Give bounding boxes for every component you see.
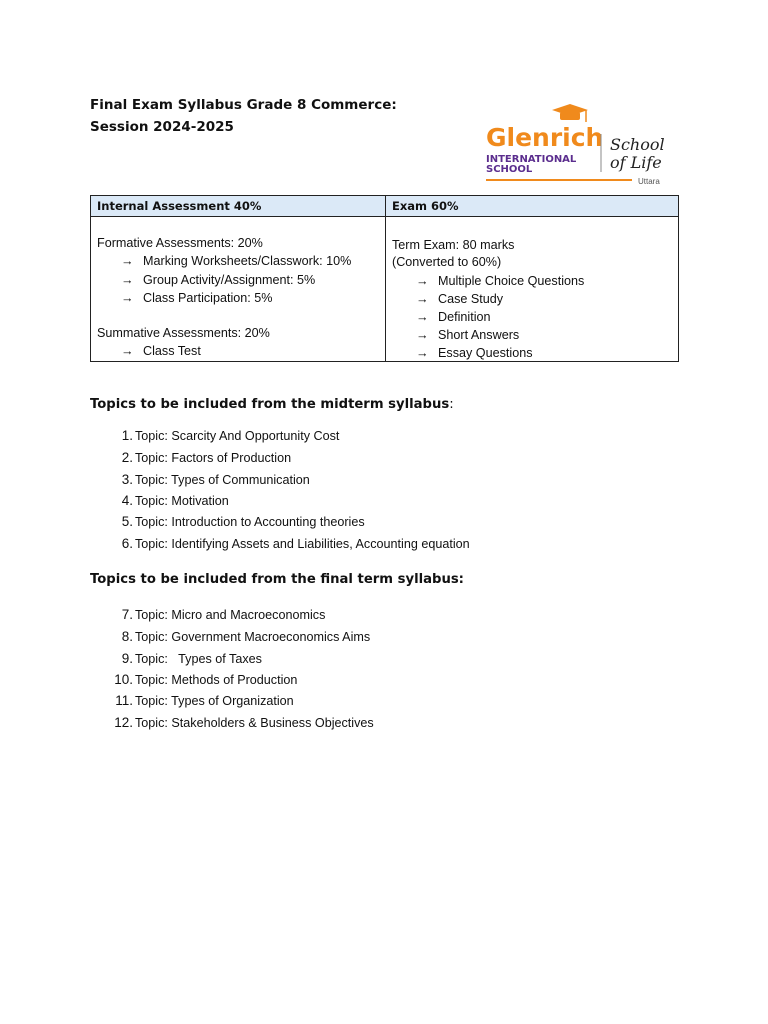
formative-label: Formative Assessments: 20% xyxy=(97,236,263,250)
exam-item: → Short Answers xyxy=(416,328,520,342)
list-item: 7. Topic: Micro and Macroeconomics xyxy=(121,607,326,622)
exam-item: → Case Study xyxy=(416,292,504,306)
list-item: 1. Topic: Scarcity And Opportunity Cost xyxy=(121,428,340,443)
summative-label: Summative Assessments: 20% xyxy=(97,326,270,340)
logo-brand-text: Glenrich xyxy=(486,123,604,152)
list-item: 8. Topic: Government Macroeconomics Aims xyxy=(121,629,371,644)
list-item: 3. Topic: Types of Communication xyxy=(121,472,310,487)
converted-note: (Converted to 60%) xyxy=(392,255,502,269)
exam-item: → Multiple Choice Questions xyxy=(416,274,585,288)
list-item: 4. Topic: Motivation xyxy=(121,493,229,508)
logo-tagline-2: of Life xyxy=(610,153,662,172)
arrow-icon: → xyxy=(121,254,134,268)
term-exam-label: Term Exam: 80 marks xyxy=(392,238,515,252)
arrow-icon: → xyxy=(121,273,134,287)
list-item: 12. Topic: Stakeholders & Business Objectives xyxy=(114,715,374,730)
arrow-icon: → xyxy=(416,274,429,288)
formative-item: → Marking Worksheets/Classwork: 10% xyxy=(121,254,352,268)
header-exam: Exam 60% xyxy=(386,196,679,217)
list-item: 2. Topic: Factors of Production xyxy=(121,450,292,465)
arrow-icon: → xyxy=(121,291,134,305)
exam-cell xyxy=(386,217,679,362)
list-item: 5. Topic: Introduction to Accounting theories xyxy=(121,514,365,529)
logo-location-text: Uttara xyxy=(638,177,660,186)
graduation-cap-icon xyxy=(552,104,588,122)
assessment-table xyxy=(90,195,679,362)
title-line-2: Session 2024-2025 xyxy=(90,119,234,135)
exam-item: → Definition xyxy=(416,310,491,324)
title-line-1: Final Exam Syllabus Grade 8 Commerce: xyxy=(90,97,397,113)
midterm-heading: Topics to be included from the midterm syllabus: xyxy=(90,397,454,412)
list-item: 11. Topic: Types of Organization xyxy=(115,693,294,708)
list-item: 6. Topic: Identifying Assets and Liabilities, Accounting equation xyxy=(121,536,470,551)
logo-school-text: SCHOOL xyxy=(486,164,533,175)
summative-item: → Class Test xyxy=(121,344,201,358)
list-item: 10. Topic: Methods of Production xyxy=(114,672,298,687)
arrow-icon: → xyxy=(416,328,429,342)
document-title xyxy=(90,94,397,138)
arrow-icon: → xyxy=(416,346,429,360)
exam-item: → Essay Questions xyxy=(416,346,533,360)
logo-tagline-1: School xyxy=(610,135,665,154)
arrow-icon: → xyxy=(416,310,429,324)
logo-international-text: INTERNATIONAL xyxy=(486,154,577,165)
final-term-heading: Topics to be included from the final term syllabus: xyxy=(90,572,464,587)
arrow-icon: → xyxy=(416,292,429,306)
formative-item: → Group Activity/Assignment: 5% xyxy=(121,273,316,287)
internal-assessment-cell xyxy=(91,217,386,362)
school-logo xyxy=(484,100,684,190)
formative-item: → Class Participation: 5% xyxy=(121,291,273,305)
list-item: 9. Topic: Types of Taxes xyxy=(121,651,262,666)
header-internal-assessment: Internal Assessment 40% xyxy=(91,196,386,217)
arrow-icon: → xyxy=(121,344,134,358)
